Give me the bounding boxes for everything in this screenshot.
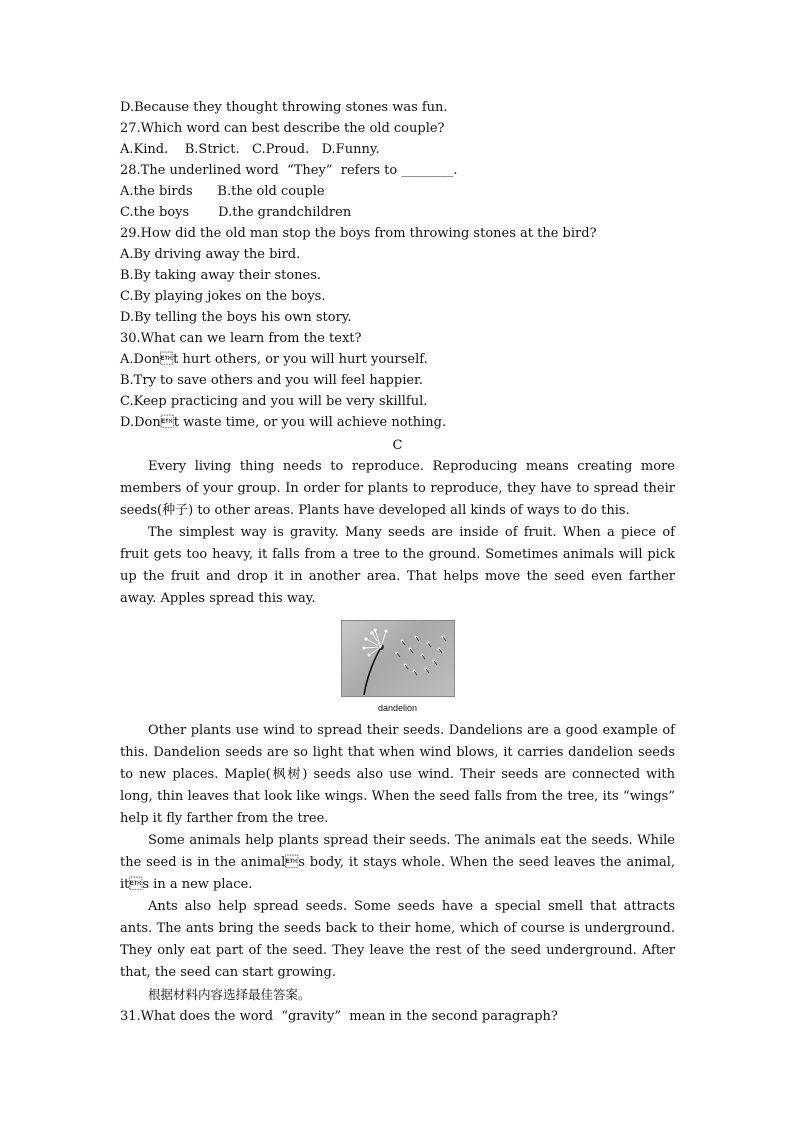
option-29-b: B.By taking away their stones. [120,268,322,283]
question-31: 31.What does the word “gravity” mean in the second paragraph? [120,1009,558,1024]
question-28: 28.The underlined word “They” refers to ________. [120,163,458,178]
options-28-ab: A.the birds B.the old couple [120,184,325,199]
option-26-d: D.Because they thought throwing stones was fun. [120,100,448,115]
paragraph-1: Every living thing needs to reproduce. Reproducing means creating more members of your group. In order for plants to reproduce, they have to spread their seeds(种子) to other areas. Plants have developed all kinds of ways to do this. [120,459,675,518]
figure-caption: dandelion [377,703,418,713]
paragraph-2: The simplest way is gravity. Many seeds are inside of fruit. When a piece of fruit gets too heavy, it falls from a tree to the ground. Sometimes animals will pick up the fruit and drop it in another area. That helps move the seed even farther away. Apples spread this way. [120,525,675,606]
options-27: A.Kind. B.Strict. C.Proud. D.Funny. [120,142,380,157]
paragraph-5: Ants also help spread seeds. Some seeds have a special smell that attracts ants. The ants bring the seeds back to their home, which of course is underground. They only eat part of the seed. They leave the rest of the seed underground. After that, the seed can start growing. [120,899,675,980]
question-27: 27.Which word can best describe the old couple? [120,121,445,136]
option-30-b: B.Try to save others and you will feel happier. [120,373,423,388]
question-30: 30.What can we learn from the text? [120,331,362,346]
option-30-a: A.Dont hurt others, or you will hurt yourself. [120,352,428,367]
paragraph-3: Other plants use wind to spread their seeds. Dandelions are a good example of this. Dandelion seeds are so light that when wind blows, it carries dandelion seeds to new places. Maple(枫树) seeds also use wind. Their seeds are connected with long, thin leaves that look like wings. When the seed falls from the tree, its “wings” help it fly farther from the tree. [120,723,675,826]
dandelion-photo-icon [341,620,455,697]
figure [120,620,675,714]
question-29: 29.How did the old man stop the boys from throwing stones at the bird? [120,226,597,241]
document-page [120,97,675,1028]
option-29-a: A.By driving away the bird. [120,247,301,262]
option-30-c: C.Keep practicing and you will be very skillful. [120,394,428,409]
option-30-d: D.Dont waste time, or you will achieve nothing. [120,415,447,430]
option-29-d: D.By telling the boys his own story. [120,310,352,325]
options-28-cd: C.the boys D.the grandchildren [120,205,352,220]
option-29-c: C.By playing jokes on the boys. [120,289,326,304]
instruction: 根据材料内容选择最佳答案。 [148,987,311,1002]
paragraph-4: Some animals help plants spread their seeds. The animals eat the seeds. While the seed is in the animals body, it stays whole. When the seed leaves the animal, its in a new place. [120,833,675,892]
section-heading: C [392,438,403,453]
